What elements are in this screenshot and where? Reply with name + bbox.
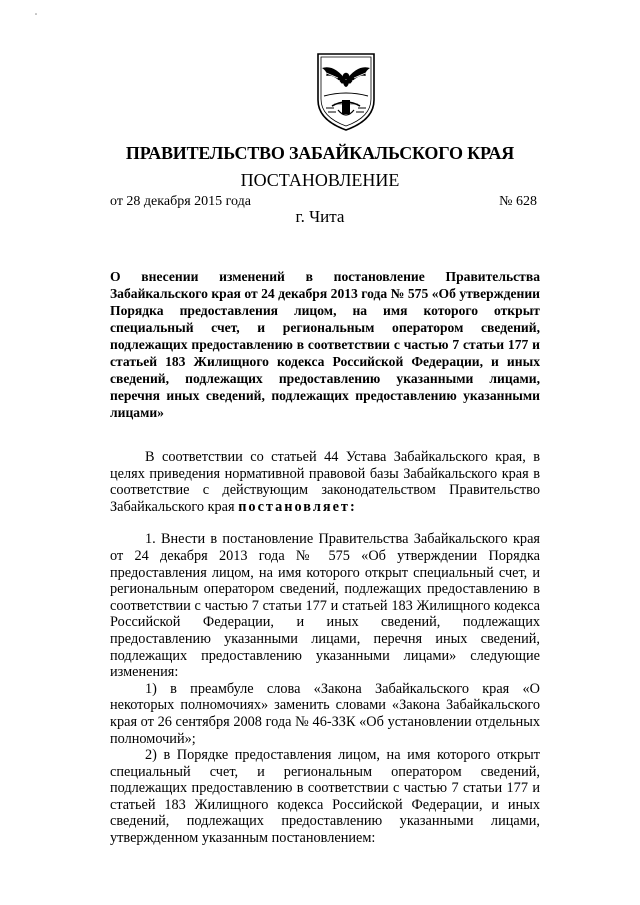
item-1-paragraph: 1. Внести в постановление Правительства Забайкальского края от 24 декабря 2013 года № 575 «Об утверждении Порядка предоставления лицом, на имя которого открыт специальный счет, и региональным оператором сведений, подлежащих предоставлению в соответствии с частью 7 статьи 177 и статьей 183 Жилищного кодекса Российской Федерации, и иных сведений, подлежащих предоставлению указанными лицами, перечня иных сведений, подлежащих предоставлению указанными лицами» следующие изменения: — [110, 531, 540, 681]
document-date: от 28 декабря 2015 года — [110, 194, 251, 209]
document-number: № 628 — [499, 194, 537, 209]
coat-of-arms-eagle-icon — [312, 50, 380, 132]
scan-dot — [34, 12, 38, 16]
government-title: ПРАВИТЕЛЬСТВО ЗАБАЙКАЛЬСКОГО КРАЯ — [125, 143, 515, 163]
resolves-word: постановляет: — [238, 498, 357, 515]
document-body — [110, 449, 540, 847]
preamble-text: В соответствии со статьей 44 Устава Забайкальского края, в целях приведения нормативной правовой базы Забайкальского края в соответствие с действующим законодательством Правительство Забайкальского края — [110, 449, 540, 515]
preamble-paragraph — [110, 449, 540, 515]
document-subject: О внесении изменений в постановление Правительства Забайкальского края от 24 декабря 2013 года № 575 «Об утверждении Порядка предоставления лицом, на имя которого открыт специальный счет, и региональным оператором сведений, подлежащих предоставлению в соответствии с частью 7 статьи 177 и статьей 183 Жилищного кодекса Российской Федерации, и иных сведений, подлежащих предоставлению указанными лицами, перечня иных сведений, подлежащих предоставлению указанными лицами» — [110, 269, 540, 420]
document-type: ПОСТАНОВЛЕНИЕ — [240, 170, 400, 190]
item-1-1-paragraph: 1) в преамбуле слова «Закона Забайкальского края «О некоторых полномочиях» заменить словами «Закона Забайкальского края от 26 сентября 2008 года № 46-ЗЗК «Об установлении отдельных полномочий»; — [110, 680, 540, 747]
document-city: г. Чита — [295, 207, 345, 226]
item-1-2-paragraph: 2) в Порядке предоставления лицом, на имя которого открыт специальный счет, и региональным оператором сведений, подлежащих предоставлению в соответствии с частью 7 статьи 177 и статьей 183 Жилищного кодекса Российской Федерации, и иных сведений, подлежащих предоставлению указанными лицами, утвержденном указанным постановлением: — [110, 747, 540, 847]
